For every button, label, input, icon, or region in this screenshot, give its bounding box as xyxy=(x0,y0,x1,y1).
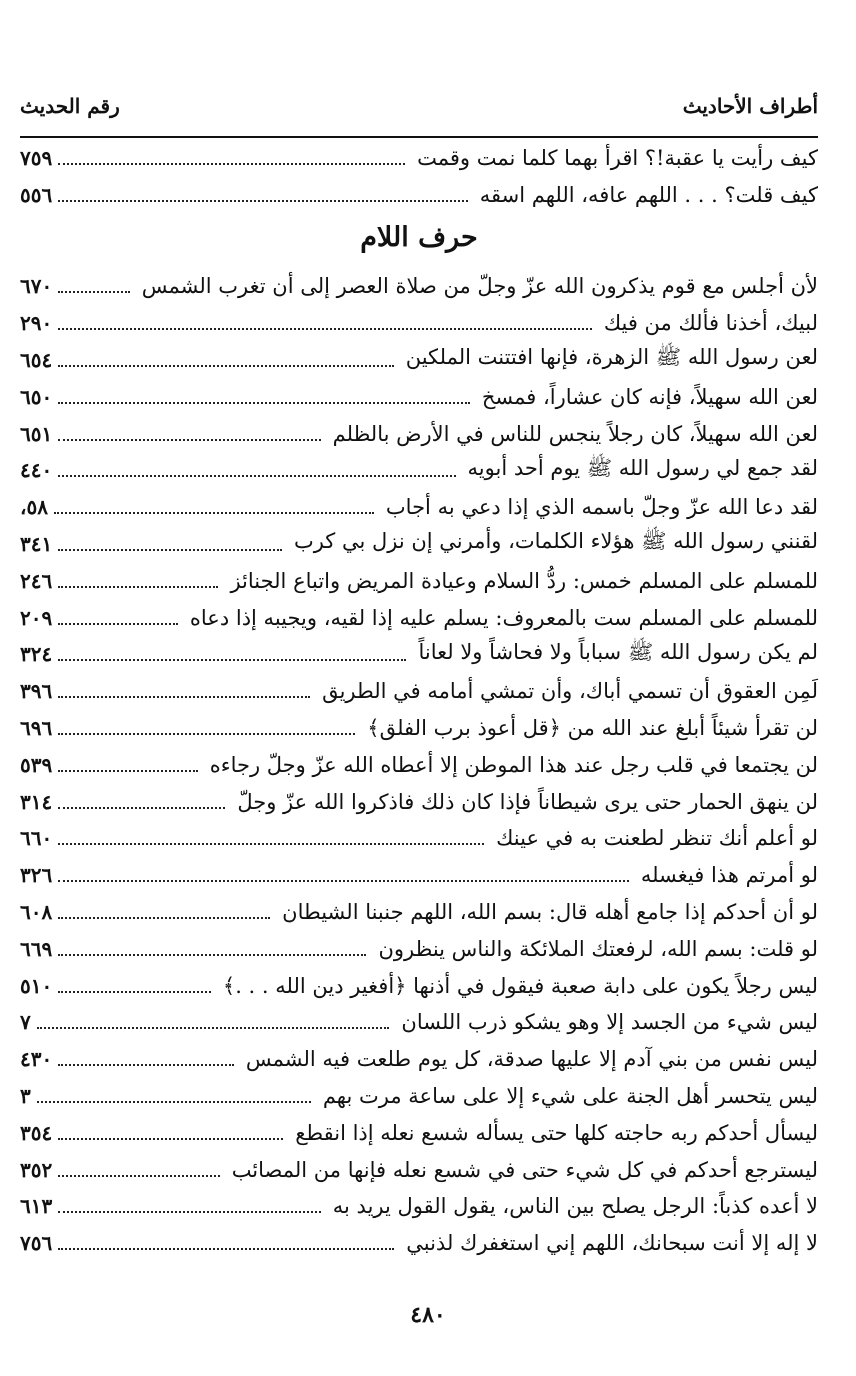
hadith-number: ٣٩٦ xyxy=(20,679,53,704)
hadith-text: لأن أجلس مع قوم يذكرون الله عزّ وجلّ من صلاة العصر إلى أن تغرب الشمس xyxy=(141,274,818,299)
list-item xyxy=(20,562,818,599)
hadith-number: ٤٤٠ xyxy=(20,458,53,483)
hadith-text: لن ينهق الحمار حتى يرى شيطاناً فإذا كان ذلك فاذكروا الله عزّ وجلّ xyxy=(237,789,818,814)
dot-leader xyxy=(58,1175,219,1177)
hadith-text: ليس نفس من بني آدم إلا عليها صدقة، كل يوم طلعت فيه الشمس xyxy=(245,1047,818,1072)
hadith-number: ٦٧٠ xyxy=(20,274,53,299)
hadith-text: لو قلت: بسم الله، لرفعتك الملائكة والناس ينظرون xyxy=(378,936,818,961)
hadith-text: لا أعده كذباً: الرجل يصلح بين الناس، يقول القول يريد به xyxy=(332,1194,818,1219)
hadith-text: لقد جمع لي رسول الله ﷺ يوم أحد أبويه xyxy=(467,455,818,480)
hadith-number: ٣٥٢ xyxy=(20,1157,53,1182)
dot-leader xyxy=(58,696,310,698)
dot-leader xyxy=(58,1064,234,1066)
page-number: ٤٨٠ xyxy=(410,1302,446,1328)
list-item xyxy=(20,783,818,820)
list-item xyxy=(20,140,818,177)
list-item xyxy=(20,305,818,342)
list-item xyxy=(20,342,818,379)
hadith-text: ليسأل أحدكم ربه حاجته كلها حتى يسأله شسع نعله إذا انقطع xyxy=(295,1120,818,1145)
dot-leader xyxy=(58,439,320,441)
hadith-number: ٢٠٩ xyxy=(20,605,53,630)
hadith-number: ٥١٠ xyxy=(20,973,53,998)
dot-leader xyxy=(58,200,468,202)
running-header xyxy=(20,86,818,126)
dot-leader xyxy=(58,843,484,845)
hadith-text: لَمِن العقوق أن تسمي أباك، وأن تمشي أمامه في الطريق xyxy=(322,679,818,704)
hadith-text: لبيك، أخذنا فألك من فيك xyxy=(603,311,818,336)
list-item xyxy=(20,1041,818,1078)
hadith-text: لن يجتمعا في قلب رجل عند هذا الموطن إلا أعطاه الله عزّ وجلّ رجاءه xyxy=(209,752,818,777)
list-item xyxy=(20,1151,818,1188)
hadith-number: ٣٢٦ xyxy=(20,863,53,888)
entry-list-previous-section xyxy=(20,140,818,214)
hadith-text: لن تقرأ شيئاً أبلغ عند الله من ﴿قل أعوذ برب الفلق﴾ xyxy=(367,715,818,740)
dot-leader xyxy=(58,770,197,772)
hadith-number: ٣١٤ xyxy=(20,789,53,814)
hadith-number: ٧٥٦ xyxy=(20,1231,53,1256)
dot-leader xyxy=(58,880,629,882)
header-rule xyxy=(20,136,818,138)
list-item xyxy=(20,526,818,563)
dot-leader xyxy=(58,163,405,165)
dot-leader xyxy=(58,475,455,477)
list-item xyxy=(20,710,818,747)
list-item xyxy=(20,967,818,1004)
hadith-number: ٦٥٠ xyxy=(20,384,53,409)
dot-leader xyxy=(58,402,470,404)
hadith-text: لو أن أحدكم إذا جامع أهله قال: بسم الله، اللهم جنبنا الشيطان xyxy=(282,899,818,924)
hadith-text: لعن رسول الله ﷺ الزهرة، فإنها افتتنت الملكين xyxy=(405,345,818,370)
hadith-text: كيف قلت؟ . . . اللهم عافه، اللهم اسقه xyxy=(479,183,818,208)
dot-leader xyxy=(58,659,406,661)
list-item xyxy=(20,452,818,489)
dot-leader xyxy=(58,917,270,919)
hadith-number: ٥٨، xyxy=(20,495,48,520)
list-item xyxy=(20,489,818,526)
list-item xyxy=(20,746,818,783)
hadith-text: لا إله إلا أنت سبحانك، اللهم إني استغفرك لذنبي xyxy=(406,1231,818,1256)
list-item xyxy=(20,820,818,857)
dot-leader xyxy=(37,1101,311,1103)
hadith-number: ٣٥٤ xyxy=(20,1120,53,1145)
list-item xyxy=(20,1114,818,1151)
list-item xyxy=(20,1188,818,1225)
hadith-number: ٦٦٩ xyxy=(20,936,53,961)
hadith-number: ٦٥١ xyxy=(20,421,53,446)
list-item xyxy=(20,930,818,967)
dot-leader xyxy=(37,1027,390,1029)
hadith-text: للمسلم على المسلم خمس: ردُّ السلام وعيادة المريض واتباع الجنائز xyxy=(230,568,818,593)
hadith-number: ٤٣٠ xyxy=(20,1047,53,1072)
hadith-number: ٧٥٩ xyxy=(20,146,53,171)
hadith-number: ٣٤١ xyxy=(20,531,53,556)
list-item xyxy=(20,636,818,673)
hadith-text: لقد دعا الله عزّ وجلّ باسمه الذي إذا دعي به أجاب xyxy=(385,495,818,520)
dot-leader xyxy=(58,365,393,367)
dot-leader xyxy=(58,586,218,588)
hadith-number: ٦٥٤ xyxy=(20,347,53,372)
hadith-number: ٦٦٠ xyxy=(20,826,53,851)
hadith-number: ٦٠٨ xyxy=(20,899,53,924)
hadith-number: ٢٩٠ xyxy=(20,311,53,336)
hadith-number: ٦٩٦ xyxy=(20,715,53,740)
list-item xyxy=(20,415,818,452)
hadith-text: لم يكن رسول الله ﷺ سباباً ولا فحاشاً ولا لعاناً xyxy=(418,639,818,664)
list-item xyxy=(20,673,818,710)
list-item xyxy=(20,1004,818,1041)
entry-list xyxy=(20,268,818,1262)
list-item xyxy=(20,894,818,931)
list-item xyxy=(20,1078,818,1115)
dot-leader xyxy=(58,1248,394,1250)
section-heading: حرف اللام xyxy=(360,222,478,253)
list-item xyxy=(20,378,818,415)
hadith-number: ٢٤٦ xyxy=(20,568,53,593)
list-item xyxy=(20,268,818,305)
hadith-number: ٧ xyxy=(20,1010,31,1035)
hadith-text: لقنني رسول الله ﷺ هؤلاء الكلمات، وأمرني إن نزل بي كرب xyxy=(293,529,818,554)
dot-leader xyxy=(58,733,355,735)
dot-leader xyxy=(58,549,282,551)
list-item xyxy=(20,177,818,214)
dot-leader xyxy=(58,1211,321,1213)
hadith-number: ٣٢٤ xyxy=(20,642,53,667)
dot-leader xyxy=(54,512,374,514)
dot-leader xyxy=(58,807,225,809)
list-item xyxy=(20,599,818,636)
dot-leader xyxy=(58,623,178,625)
hadith-text: لعن الله سهيلاً، فإنه كان عشاراً، فمسخ xyxy=(481,384,818,409)
hadith-text: ليس شيء من الجسد إلا وهو يشكو ذرب اللسان xyxy=(401,1010,818,1035)
header-column-label: رقم الحديث xyxy=(20,94,120,118)
hadith-text: لو أعلم أنك تنظر لطعنت به في عينك xyxy=(496,826,818,851)
hadith-number: ٣ xyxy=(20,1083,31,1108)
hadith-number: ٥٣٩ xyxy=(20,752,53,777)
hadith-text: للمسلم على المسلم ست بالمعروف: يسلم عليه إذا لقيه، ويجيبه إذا دعاه xyxy=(189,605,818,630)
hadith-text: لو أمرتم هذا فيغسله xyxy=(640,863,818,888)
header-title: أطراف الأحاديث xyxy=(682,94,818,118)
dot-leader xyxy=(58,291,129,293)
hadith-text: ليس يتحسر أهل الجنة على شيء إلا على ساعة مرت بهم xyxy=(322,1083,818,1108)
hadith-number: ٥٥٦ xyxy=(20,183,53,208)
hadith-number: ٦١٣ xyxy=(20,1194,53,1219)
hadith-text: لعن الله سهيلاً، كان رجلاً ينجس للناس في الأرض بالظلم xyxy=(332,421,818,446)
hadith-text: ليس رجلاً يكون على دابة صعبة فيقول في أذنها ﴿أفغير دين الله . . .﴾ xyxy=(222,973,818,998)
dot-leader xyxy=(58,954,366,956)
list-item xyxy=(20,857,818,894)
hadith-text: كيف رأيت يا عقبة!؟ اقرأ بهما كلما نمت وقمت xyxy=(417,146,818,171)
dot-leader xyxy=(58,328,592,330)
dot-leader xyxy=(58,991,211,993)
dot-leader xyxy=(58,1138,283,1140)
hadith-text: ليسترجع أحدكم في كل شيء حتى في شسع نعله فإنها من المصائب xyxy=(231,1157,818,1182)
list-item xyxy=(20,1225,818,1262)
